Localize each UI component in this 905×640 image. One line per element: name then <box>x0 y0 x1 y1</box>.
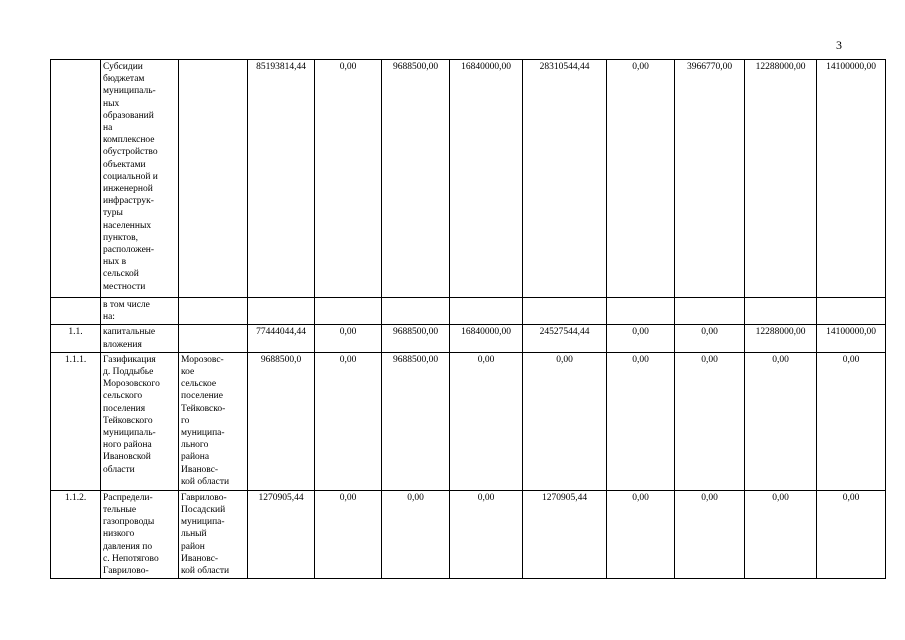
value-cell: 0,00 <box>315 325 382 352</box>
value-cell: 0,00 <box>745 490 817 578</box>
row-name: Распредели- тельные газопроводы низкого давления по с. Непотягово Гаврилово- <box>101 490 179 578</box>
row-name: Газификация д. Поддыбье Морозовского сельского поселения Тейковского муниципаль- ного района Ивановской области <box>101 352 179 490</box>
row-executor: Гаврилово- Посадский муниципа- льный район Ивановс- кой области <box>179 490 248 578</box>
table-row <box>51 298 886 325</box>
value-cell <box>675 298 745 325</box>
value-cell: 0,00 <box>675 490 745 578</box>
value-cell: 0,00 <box>745 352 817 490</box>
row-number <box>51 60 101 298</box>
row-name: в том числе на: <box>101 298 179 325</box>
table-row <box>51 490 886 578</box>
value-cell <box>382 298 450 325</box>
value-cell: 0,00 <box>607 490 675 578</box>
value-cell: 0,00 <box>607 325 675 352</box>
row-number: 1.1.2. <box>51 490 101 578</box>
value-cell: 0,00 <box>675 352 745 490</box>
value-cell: 24527544,44 <box>523 325 607 352</box>
row-executor <box>179 325 248 352</box>
value-cell: 12288000,00 <box>745 60 817 298</box>
table-row <box>51 60 886 298</box>
row-executor <box>179 60 248 298</box>
value-cell: 0,00 <box>817 352 886 490</box>
value-cell: 12288000,00 <box>745 325 817 352</box>
value-cell: 3966770,00 <box>675 60 745 298</box>
value-cell: 77444044,44 <box>248 325 315 352</box>
value-cell: 9688500,0 <box>248 352 315 490</box>
value-cell <box>315 298 382 325</box>
value-cell: 0,00 <box>315 352 382 490</box>
row-number: 1.1. <box>51 325 101 352</box>
value-cell: 0,00 <box>607 60 675 298</box>
value-cell <box>745 298 817 325</box>
value-cell: 0,00 <box>607 352 675 490</box>
value-cell: 16840000,00 <box>450 60 523 298</box>
value-cell: 9688500,00 <box>382 325 450 352</box>
value-cell: 85193814,44 <box>248 60 315 298</box>
value-cell: 9688500,00 <box>382 60 450 298</box>
value-cell: 1270905,44 <box>523 490 607 578</box>
value-cell: 0,00 <box>817 490 886 578</box>
row-executor: Морозовс- кое сельское поселение Тейковско- го муниципа- льного района Ивановс- кой области <box>179 352 248 490</box>
value-cell: 0,00 <box>315 60 382 298</box>
value-cell <box>248 298 315 325</box>
value-cell <box>817 298 886 325</box>
budget-table <box>50 59 886 579</box>
value-cell <box>607 298 675 325</box>
row-executor <box>179 298 248 325</box>
value-cell: 14100000,00 <box>817 325 886 352</box>
value-cell: 28310544,44 <box>523 60 607 298</box>
value-cell: 0,00 <box>675 325 745 352</box>
row-number <box>51 298 101 325</box>
value-cell: 1270905,44 <box>248 490 315 578</box>
table-row <box>51 325 886 352</box>
value-cell <box>523 298 607 325</box>
row-number: 1.1.1. <box>51 352 101 490</box>
value-cell: 0,00 <box>450 352 523 490</box>
page-number: 3 <box>836 38 842 52</box>
row-name: капитальные вложения <box>101 325 179 352</box>
value-cell: 0,00 <box>315 490 382 578</box>
row-name: Субсидии бюджетам муниципаль- ных образований на комплексное обустройство объектами социальной и инженерной инфраструк- туры населенных пунктов, расположен- ных в сельской местности <box>101 60 179 298</box>
table-row <box>51 352 886 490</box>
value-cell: 0,00 <box>523 352 607 490</box>
value-cell <box>450 298 523 325</box>
value-cell: 0,00 <box>450 490 523 578</box>
value-cell: 16840000,00 <box>450 325 523 352</box>
value-cell: 14100000,00 <box>817 60 886 298</box>
value-cell: 9688500,00 <box>382 352 450 490</box>
value-cell: 0,00 <box>382 490 450 578</box>
